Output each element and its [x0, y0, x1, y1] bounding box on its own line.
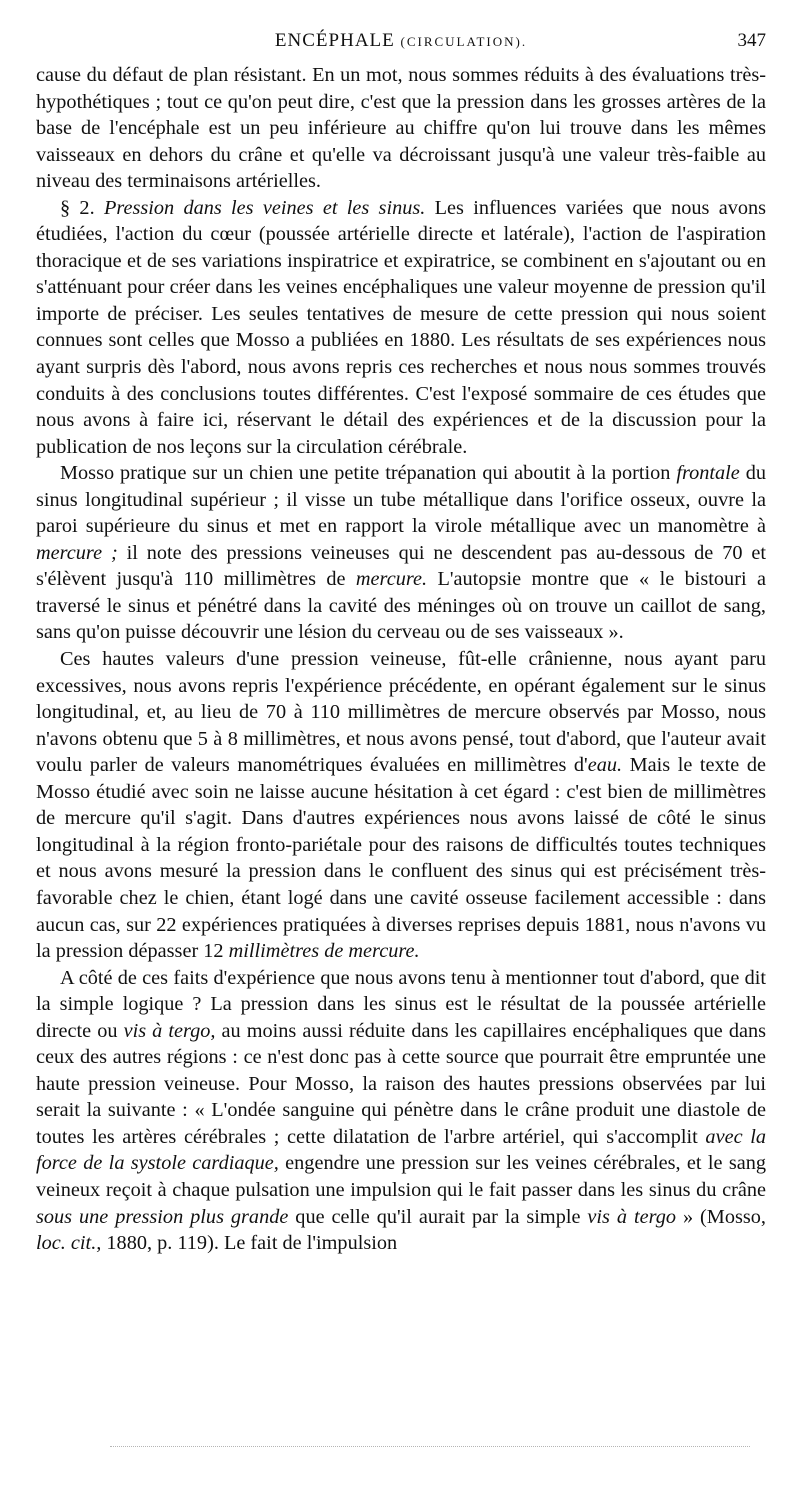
italic-run: vis à tergo: [587, 1205, 677, 1228]
text-run: du sinus longitudinal supérieur ; il visse un tube métallique dans l'orifice osseux, ouvre la paroi supérieure du sinus et met en rapport la virole métallique avec un manomètre à: [36, 462, 766, 538]
text-run: Mais le texte de Mosso étudié avec soin ne laisse aucune hésitation à cet égard : c'est bien de millimètres de mercure qu'il s'agit. Dans d'autres expériences nous avons laissé de côté le sinus longitudinal à la région fronto-pariétale pour des raisons de difficultés toutes techniques et nous avons mesuré la pression dans le confluent des sinus qui est précisément très-favorable chez le chien, étant logé dans une cavité osseuse facilement accessible : dans aucun cas, sur 22 expériences pratiquées à diverses reprises depuis 1881, nous n'avons vu la pression dépasser 12: [36, 754, 766, 963]
text-run: il note des pressions veineuses qui ne descendent pas au-dessous de 70 et s'élèvent jusqu'à 110 millimètres de: [36, 541, 766, 591]
paragraph-3: [36, 460, 766, 646]
text-run: que celle qu'il aurait par la simple: [288, 1205, 588, 1228]
section-number: § 2.: [60, 196, 95, 219]
text-run: Mosso pratique sur un chien une petite trépanation qui aboutit à la portion: [60, 462, 677, 485]
text-run: A côté de ces faits d'expérience que nous avons tenu à mentionner tout d'abord, que dit la simple logique ? La pression dans les sinus est le résultat de la poussée artérielle directe ou: [36, 966, 766, 1042]
bottom-bleed-through-line: [110, 1446, 750, 1447]
italic-run: mercure.: [355, 568, 428, 591]
text-run: » (Mosso,: [676, 1205, 766, 1228]
italic-run: frontale: [676, 462, 740, 485]
paragraph-2: [36, 195, 766, 460]
italic-run: mercure ;: [36, 541, 118, 564]
paragraph-4: [36, 646, 766, 965]
text-run: L'autopsie montre que « le bistouri a traversé le sinus et pénétré dans la cavité des méninges où on trouve un caillot de sang, sans qu'on puisse découvrir une lésion du cerveau ou de ses vaisseaux ».: [36, 568, 766, 644]
paragraph-1-text: cause du défaut de plan résistant. En un mot, nous sommes réduits à des évaluations très-hypothétiques ; tout ce qu'on peut dire, c'est que la pression dans les grosses artères de la base de l'encéphale est un peu inférieure au chiffre qu'on lui trouve dans les mêmes vaisseaux en dehors du crâne et qu'elle va décroissant jusqu'à une valeur très-faible au niveau des terminaisons artérielles.: [36, 64, 766, 193]
italic-run: vis à tergo,: [123, 1019, 216, 1042]
paragraph-2-text: Les influences variées que nous avons étudiées, l'action du cœur (poussée artérielle directe et latérale), l'action de l'aspiration thoracique et de ses variations inspiratrice et expiratrice, se combinent en s'ajoutant ou en s'atténuant pour créer dans les veines encéphaliques une valeur moyenne de pression qu'il importe de préciser. Les seules tentatives de mesure de cette pression qui nous soient connues sont celles que Mosso a publiées en 1880. Les résultats de ses expériences nous ayant surpris dès l'abord, nous avons repris ces recherches et nous nous sommes trouvés conduits à des conclusions toutes différentes. C'est l'exposé sommaire de ces études que nous avons à faire ici, réservant le détail des expériences et de la discussion pour la publication de nos leçons sur la circulation cérébrale.: [36, 196, 767, 458]
text-run: Ces hautes valeurs d'une pression veineuse, fût-elle crânienne, nous ayant paru excessives, nous avons repris l'expérience précédente, en opérant également sur le sinus longitudinal, et, au lieu de 70 à 110 millimètres de mercure observés par Mosso, nous n'avons obtenu que 5 à 8 millimètres, et nous avons pensé, tout d'abord, que l'auteur avait voulu parler de valeurs manométriques évaluées en millimètres d': [36, 648, 766, 777]
text-run: engendre une pression sur les veines cérébrales, et le sang veineux reçoit à chaque pulsation une impulsion qui le fait passer dans les sinus du crâne: [36, 1152, 766, 1201]
paragraph-1: [36, 62, 766, 195]
italic-run: avec la force de la systole cardiaque,: [36, 1125, 766, 1175]
running-head: [36, 30, 766, 58]
running-head-title: [36, 30, 766, 52]
italic-run: eau.: [587, 754, 623, 777]
page-number: 347: [737, 30, 766, 51]
running-head-title-main: ENCÉPHALE: [274, 30, 395, 51]
running-head-title-sub: (CIRCULATION).: [400, 34, 528, 49]
italic-run: loc. cit.,: [36, 1232, 102, 1255]
italic-run: millimètres de mercure.: [228, 940, 420, 963]
section-title: Pression dans les veines et les sinus.: [103, 196, 426, 219]
text-run: 1880, p. 119). Le fait de l'impulsion: [101, 1232, 398, 1255]
italic-run: sous une pression plus grande: [36, 1205, 289, 1228]
body-text: [36, 62, 766, 1257]
paragraph-5: [36, 965, 766, 1257]
text-run: au moins aussi réduite dans les capillaires encéphaliques que dans ceux des autres régions : ce n'est donc pas à cette source que pourrait être empruntée une haute pression veineuse. Pour Mosso, la raison des hautes pressions observées par lui serait la suivante : « L'ondée sanguine qui pénètre dans le crâne produit une diastole de toutes les artères cérébrales ; cette dilatation de l'arbre artériel, qui s'accomplit: [36, 1019, 766, 1148]
